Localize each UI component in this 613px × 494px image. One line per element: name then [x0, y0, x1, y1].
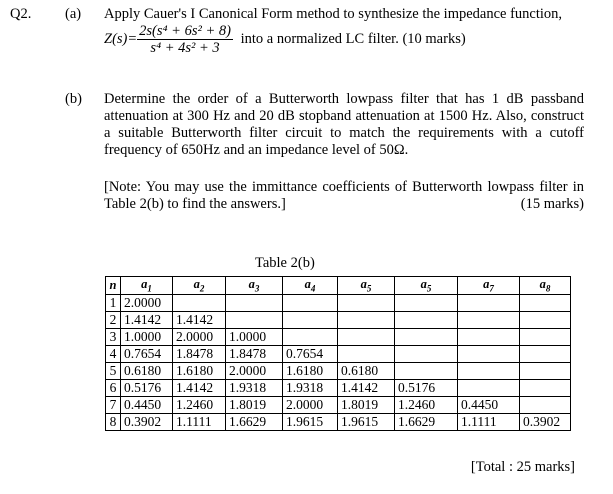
table-cell: 0.3902: [520, 413, 571, 430]
table-cell: [395, 294, 458, 311]
table-cell: 0.7654: [283, 345, 338, 362]
table-row: [106, 413, 571, 430]
table-cell: 0.6180: [121, 362, 173, 379]
table-cell: 1: [106, 294, 121, 311]
table-cell: [338, 294, 395, 311]
table-cell: 7: [106, 396, 121, 413]
formula-numerator: 2s(s⁴ + 6s² + 8): [139, 23, 231, 39]
table-cell: [458, 362, 520, 379]
table-row: [106, 345, 571, 362]
table-cell: [283, 294, 338, 311]
table-cell: [395, 362, 458, 379]
table-cell: 0.4450: [458, 396, 520, 413]
header-n: n: [106, 277, 121, 295]
table-cell: [520, 362, 571, 379]
table-cell: 1.6629: [226, 413, 283, 430]
table-cell: 4: [106, 345, 121, 362]
total-marks: [Total : 25 marks]: [470, 459, 575, 475]
table-cell: 8: [106, 413, 121, 430]
table-cell: [226, 294, 283, 311]
header-a4: $a_4$: [283, 277, 338, 295]
table-cell: [395, 311, 458, 328]
table-cell: 0.5176: [395, 379, 458, 396]
table-cell: 1.4142: [173, 311, 226, 328]
table-header-row: [106, 277, 571, 295]
table-cell: 1.8478: [173, 345, 226, 362]
part-a-text: Apply Cauer's I Canonical Form method to synthesize the impedance function,: [104, 6, 563, 22]
part-a-label: (a): [65, 6, 82, 22]
table-cell: [226, 311, 283, 328]
header-a7: $a_7$: [458, 277, 520, 295]
header-a1: $a_1$: [121, 277, 173, 295]
header-a3: $a_3$: [226, 277, 283, 295]
table-cell: [283, 311, 338, 328]
note-text: [Note: You may use the immittance coefficients of Butterworth lowpass filter in Table 2(b) to find the answers.]: [104, 179, 584, 212]
header-a5-duplicate: $a_5$: [395, 277, 458, 295]
table-cell: [520, 328, 571, 345]
table-row: [106, 328, 571, 345]
table-cell: [173, 294, 226, 311]
table-cell: 1.9318: [226, 379, 283, 396]
table-cell: 2.0000: [173, 328, 226, 345]
table-cell: 0.5176: [121, 379, 173, 396]
table-cell: 1.6180: [283, 362, 338, 379]
table-cell: 1.9318: [283, 379, 338, 396]
table-cell: 1.2460: [173, 396, 226, 413]
table-cell: [458, 328, 520, 345]
table-cell: [338, 328, 395, 345]
table-cell: 1.1111: [173, 413, 226, 430]
table-row: [106, 362, 571, 379]
table-cell: [520, 294, 571, 311]
table-row: [106, 311, 571, 328]
table-cell: 1.2460: [395, 396, 458, 413]
table-cell: [283, 328, 338, 345]
table-cell: [395, 345, 458, 362]
header-a8: $a_8$: [520, 277, 571, 295]
table-cell: 1.9615: [338, 413, 395, 430]
table-cell: 1.8019: [226, 396, 283, 413]
part-b-note: [104, 179, 584, 213]
table-cell: [520, 311, 571, 328]
table-cell: [520, 345, 571, 362]
formula-fraction: [137, 23, 233, 56]
table-cell: 5: [106, 362, 121, 379]
part-b-marks: (15 marks): [520, 196, 584, 212]
table-row: [106, 379, 571, 396]
table-cell: 3: [106, 328, 121, 345]
table-cell: [458, 311, 520, 328]
butterworth-coefficient-table: [105, 276, 571, 431]
header-a5: $a_5$: [338, 277, 395, 295]
table-cell: 1.9615: [283, 413, 338, 430]
table-cell: 1.8019: [338, 396, 395, 413]
table-cell: 0.4450: [121, 396, 173, 413]
table-cell: [520, 396, 571, 413]
part-b-text: Determine the order of a Butterworth lowpass filter that has 1 dB passband attenuation at 300 Hz and 20 dB stopband attenuation at 1500 Hz. Also, construct a suitable Butterworth filter circuit to match the requirements with a cutoff frequency of 650Hz and an impedance level of 50Ω.: [104, 91, 584, 158]
table-cell: [458, 345, 520, 362]
table-cell: 1.1111: [458, 413, 520, 430]
formula-denominator: s⁴ + 4s² + 3: [150, 40, 220, 56]
table-cell: 2: [106, 311, 121, 328]
table-cell: [520, 379, 571, 396]
table-cell: 1.0000: [121, 328, 173, 345]
formula-trailing-text: into a normalized LC filter. (10 marks): [240, 31, 466, 47]
table-cell: 2.0000: [121, 294, 173, 311]
table-cell: 0.6180: [338, 362, 395, 379]
table-cell: 1.6180: [173, 362, 226, 379]
table-cell: 1.4142: [173, 379, 226, 396]
table-cell: 2.0000: [226, 362, 283, 379]
table-cell: [458, 379, 520, 396]
table-row: [106, 396, 571, 413]
table-cell: 1.6629: [395, 413, 458, 430]
table-cell: 6: [106, 379, 121, 396]
table-cell: 1.4142: [338, 379, 395, 396]
table-cell: [395, 328, 458, 345]
table-row: [106, 294, 571, 311]
impedance-formula: [104, 23, 584, 63]
table-cell: [458, 294, 520, 311]
question-number: Q2.: [10, 6, 32, 22]
formula-lhs: Z(s)=: [104, 31, 138, 47]
table-cell: [338, 345, 395, 362]
header-a2: $a_2$: [173, 277, 226, 295]
table-caption: Table 2(b): [255, 255, 315, 271]
table-cell: 2.0000: [283, 396, 338, 413]
table-cell: 1.0000: [226, 328, 283, 345]
table-cell: 1.8478: [226, 345, 283, 362]
table-cell: 0.3902: [121, 413, 173, 430]
table-cell: [338, 311, 395, 328]
table-cell: 1.4142: [121, 311, 173, 328]
table-cell: 0.7654: [121, 345, 173, 362]
part-b-label: (b): [65, 91, 82, 107]
